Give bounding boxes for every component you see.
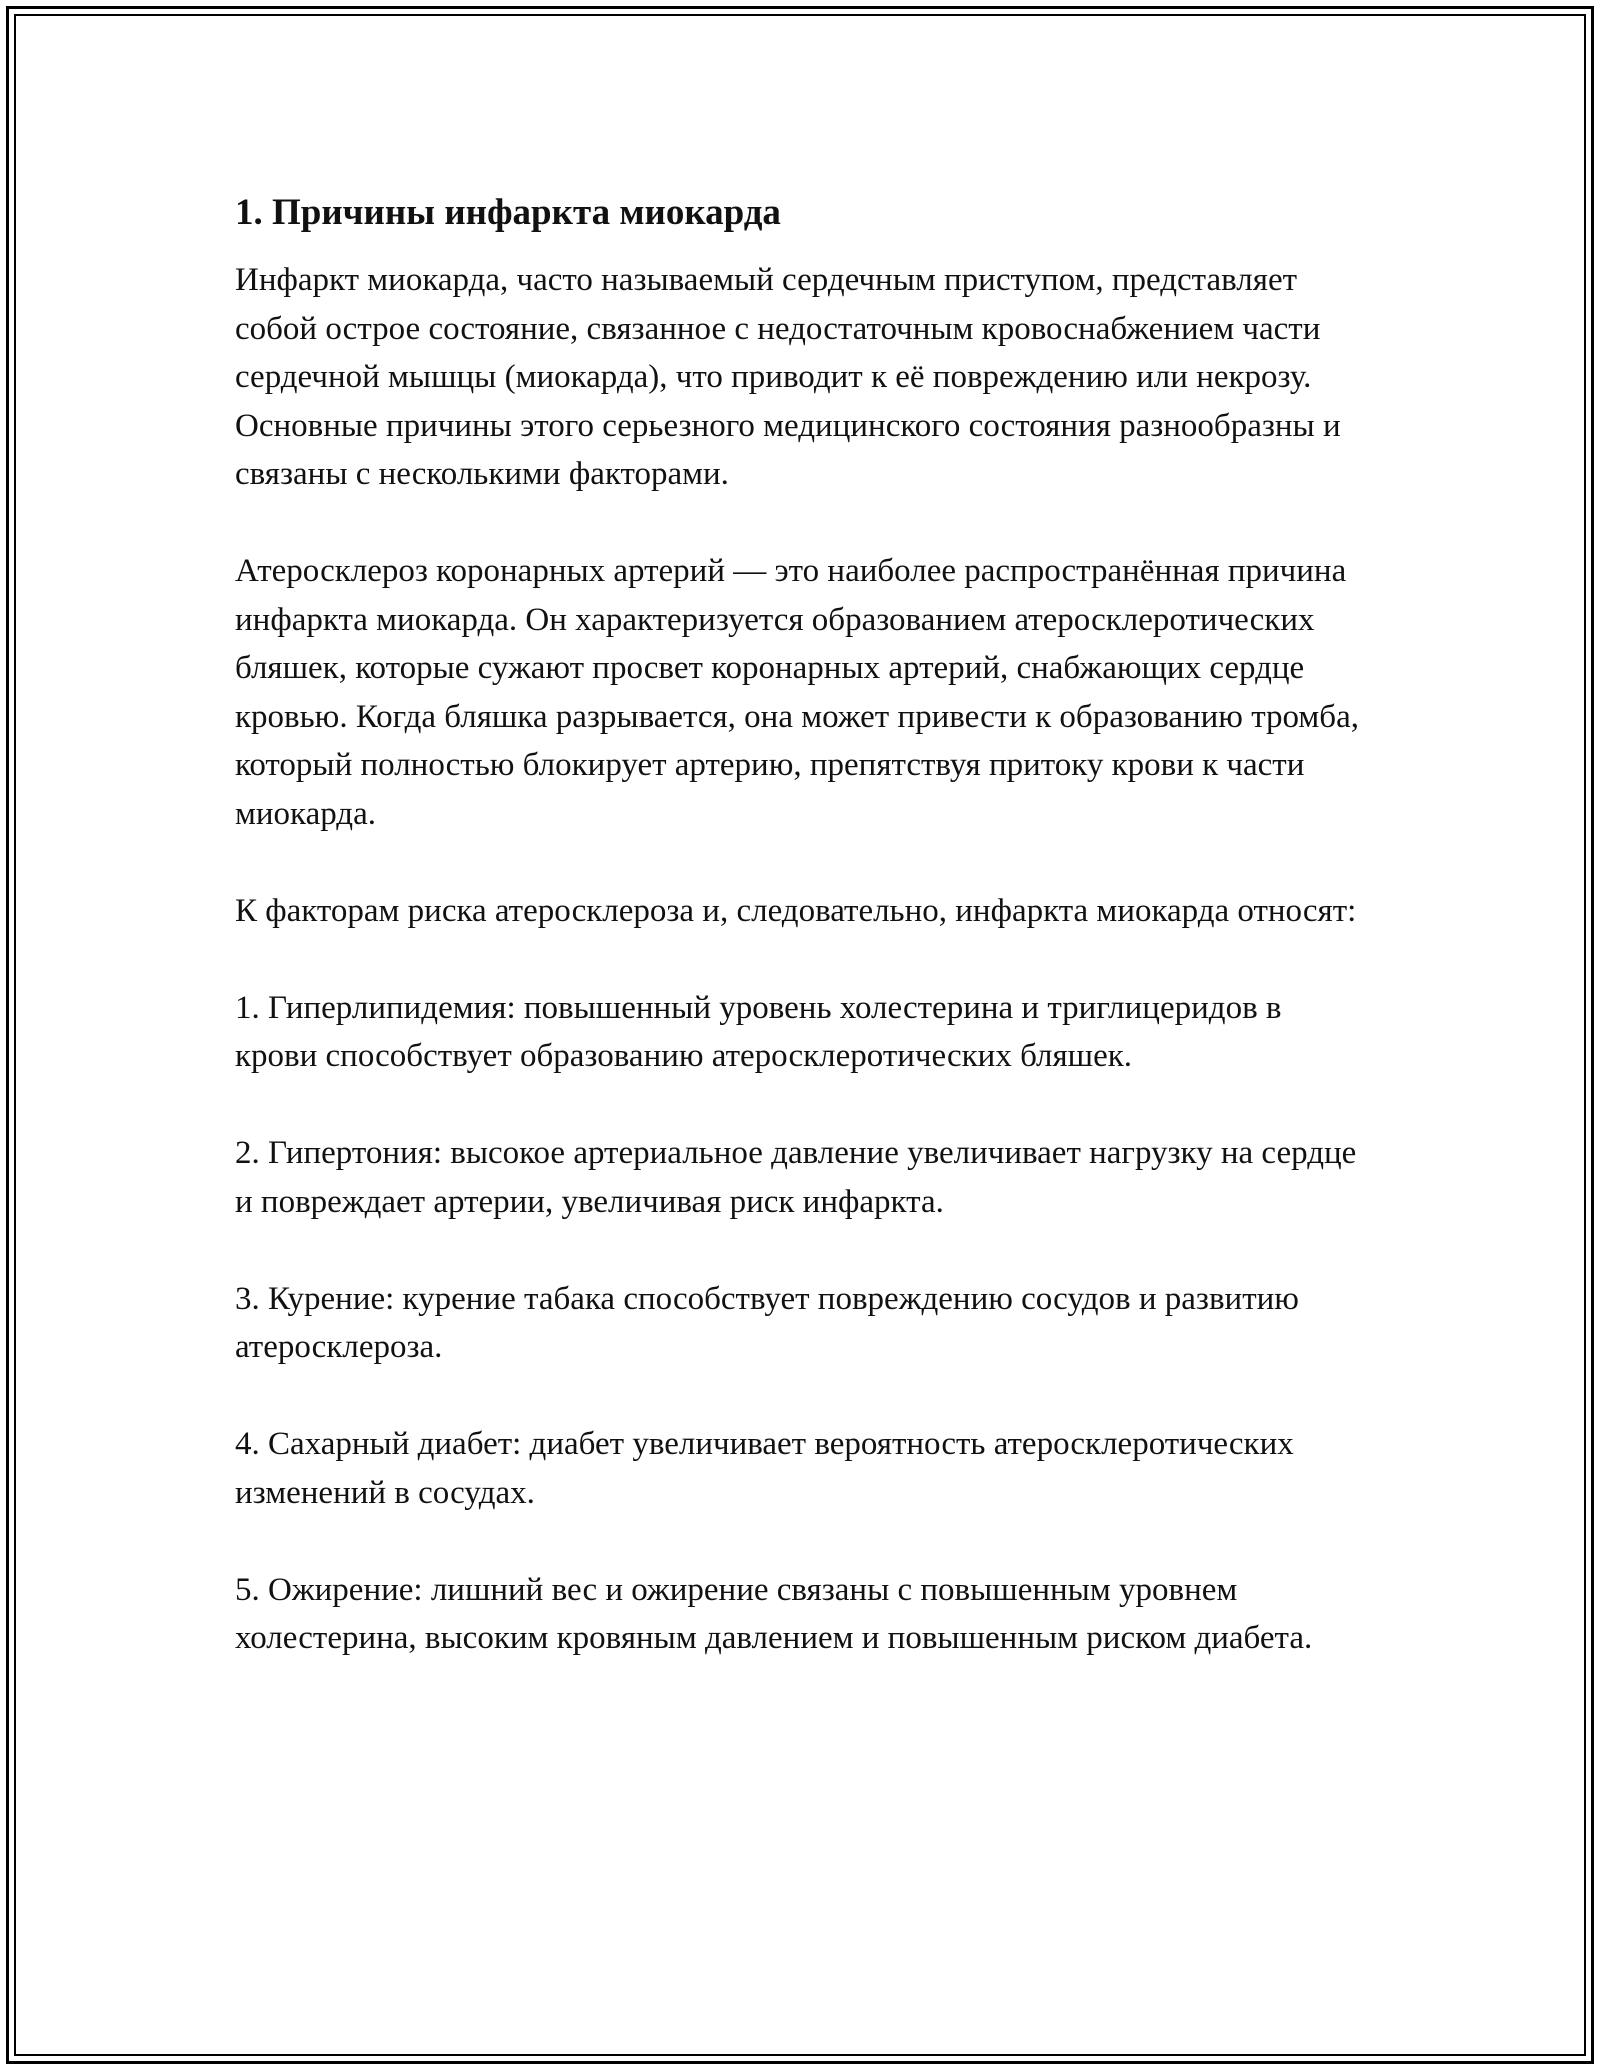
risk-factors-intro: К факторам риска атеросклероза и, следовательно, инфаркта миокарда относят: bbox=[235, 892, 1357, 929]
atherosclerosis-paragraph: Атеросклероз коронарных артерий — это наиболее распространённая причина инфаркта миокарда. Он характеризуется образованием атеросклеротических бляшек, которые сужают просвет коронарных артерий, снабжающих сердце кровью. Когда бляшка разрывается, она может привести к образованию тромба, который полностью блокирует артерию, препятствуя притоку крови к части миокарда. bbox=[235, 553, 1359, 832]
risk-factor-smoking: 3. Курение: курение табака способствует повреждению сосудов и развитию атеросклероза. bbox=[235, 1280, 1299, 1365]
risk-factor-obesity: 5. Ожирение: лишний вес и ожирение связаны с повышенным уровнем холестерина, высоким кровяным давлением и повышенным риском диабета. bbox=[235, 1571, 1313, 1656]
section-heading: 1. Причины инфаркта миокарда bbox=[235, 192, 781, 233]
document-body bbox=[235, 186, 1365, 1663]
intro-paragraph: Инфаркт миокарда, часто называемый сердечным приступом, представляет собой острое состояние, связанное с недостаточным кровоснабжением части сердечной мышцы (миокарда), что приводит к её повреждению или некрозу. Основные причины этого серьезного медицинского состояния разнообразны и связаны с несколькими факторами. bbox=[235, 262, 1341, 492]
risk-factor-hypertension: 2. Гипертония: высокое артериальное давление увеличивает нагрузку на сердце и повреждает артерии, увеличивая риск инфаркта. bbox=[235, 1135, 1357, 1220]
risk-factor-diabetes: 4. Сахарный диабет: диабет увеличивает вероятность атеросклеротических изменений в сосудах. bbox=[235, 1426, 1294, 1511]
risk-factor-hyperlipidemia: 1. Гиперлипидемия: повышенный уровень холестерина и триглицеридов в крови способствует образованию атеросклеротических бляшек. bbox=[235, 989, 1282, 1074]
